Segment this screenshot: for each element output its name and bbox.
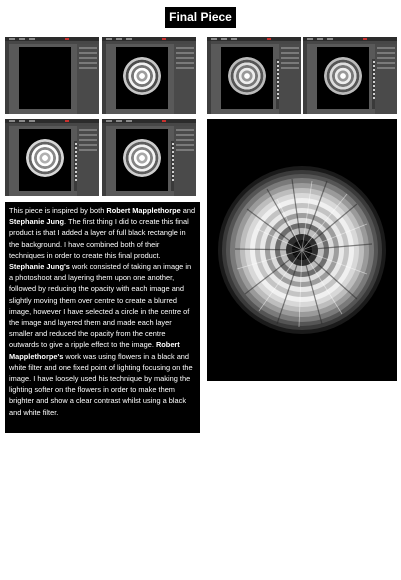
- photoshop-screenshot-5: [5, 119, 99, 196]
- ripple-flower-image: [207, 119, 397, 381]
- final-artwork: [207, 119, 397, 381]
- artist-name-jung: Stephanie Jung: [9, 217, 65, 227]
- photoshop-screenshot-3: [207, 37, 301, 114]
- photoshop-screenshot-4: [303, 37, 397, 114]
- description-text: This piece is inspired by both Robert Mapplethorpe and Stephanie Jung. The first thing I did to create this final product is that I added a layer of full black rectangle in the background. I have combined both of their techniques in order to create this final product. Stephanie Jung's work consisted of taking an image in a photoshoot and layering them upon one another, followed by reducing the opacity with each image and slightly moving them over centre to create a blurred image, however I have selected a circle in the centre of the image and layered them and made each layer smaller and reduced the opacity from the centre outwards to give a ripple effect to the image. Robert Mapplethorpe's work was using flowers in a black and white filter and one fixed point of lighting focusing on the image. I have loosely used his technique by making the lighting softer on the flowers in order to make them brighter and show a clear contrast whilst using a black and white filter.: [9, 206, 196, 417]
- description-box: [5, 202, 200, 433]
- page-title: Final Piece: [165, 7, 236, 28]
- photoshop-screenshot-1: [5, 37, 99, 114]
- artist-name-mapplethorpe-possessive: Robert Mapplethorpe's: [9, 340, 180, 361]
- artist-name-jung-possessive: Stephanie Jung's: [9, 262, 70, 272]
- photoshop-screenshot-2: [102, 37, 196, 114]
- artist-name-mapplethorpe: Robert Mapplethorpe: [106, 206, 181, 215]
- photoshop-screenshot-6: [102, 119, 196, 196]
